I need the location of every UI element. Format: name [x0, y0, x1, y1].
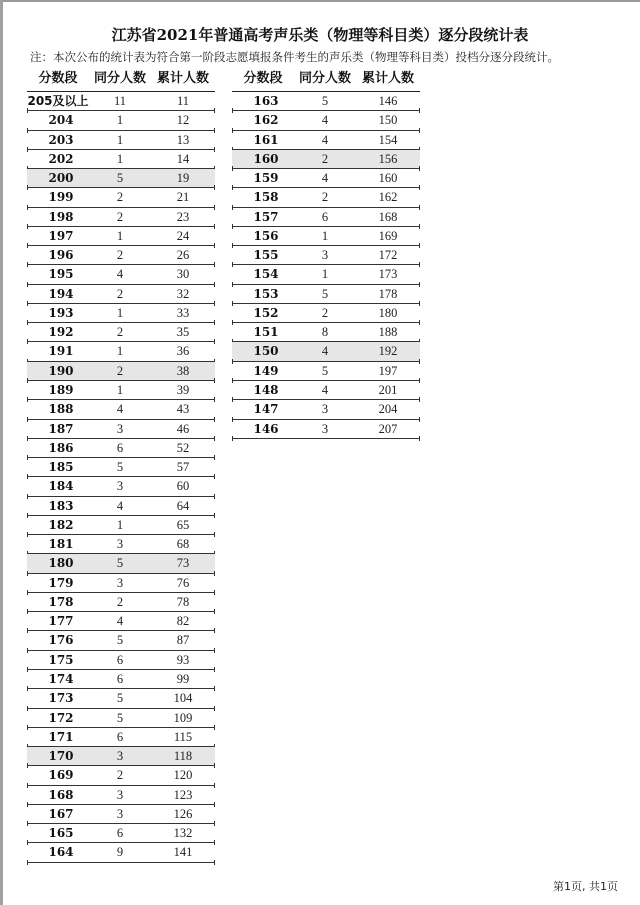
table-row [232, 400, 420, 419]
table-row [27, 747, 215, 766]
score-cell: 179 [48, 575, 74, 590]
cumulative-cell: 65 [176, 517, 190, 532]
table-row [232, 362, 420, 381]
count-cell: 1 [116, 151, 124, 166]
count-cell: 4 [116, 267, 124, 282]
count-cell: 1 [116, 305, 124, 320]
score-cell: 192 [48, 325, 74, 340]
count-cell: 2 [116, 190, 124, 205]
table-row [27, 400, 215, 419]
cumulative-cell: 162 [378, 190, 398, 205]
score-cell: 167 [48, 806, 74, 821]
score-cell: 165 [48, 826, 74, 841]
score-cell: 177 [48, 614, 74, 629]
table-row [27, 362, 215, 381]
score-cell: 169 [48, 768, 74, 783]
cumulative-cell: 120 [173, 768, 193, 783]
cumulative-cell: 87 [176, 633, 190, 648]
cumulative-cell: 26 [176, 248, 190, 263]
score-cell: 162 [253, 113, 279, 128]
count-cell: 1 [116, 344, 124, 359]
score-cell: 204 [48, 113, 74, 128]
table-row [232, 304, 420, 323]
count-cell: 2 [116, 248, 124, 263]
cumulative-cell: 13 [176, 132, 190, 147]
score-cell: 160 [253, 151, 279, 166]
cumulative-cell: 207 [378, 421, 398, 436]
table-row [27, 786, 215, 805]
count-cell: 2 [116, 363, 124, 378]
cumulative-cell: 192 [378, 344, 398, 359]
table-row [232, 420, 420, 439]
count-cell: 5 [116, 556, 124, 571]
cumulative-cell: 169 [378, 228, 398, 243]
page-number: 第1页, 共1页 [553, 880, 618, 893]
table-header [27, 68, 215, 92]
cumulative-cell: 78 [176, 594, 190, 609]
table-row [27, 227, 215, 246]
count-cell: 5 [116, 633, 124, 648]
cumulative-cell: 118 [173, 749, 193, 764]
table-row [27, 497, 215, 516]
count-cell: 3 [116, 749, 124, 764]
cumulative-cell: 93 [176, 652, 190, 667]
count-cell: 2 [116, 768, 124, 783]
score-cell: 161 [253, 132, 279, 147]
count-cell: 1 [116, 132, 124, 147]
score-cell: 202 [48, 151, 74, 166]
score-cell: 174 [48, 671, 74, 686]
table-row [27, 458, 215, 477]
table-row [27, 728, 215, 747]
count-cell: 5 [116, 460, 124, 475]
page-border-left [0, 0, 3, 905]
score-cell: 176 [48, 633, 74, 648]
score-cell: 199 [48, 190, 74, 205]
table-row [27, 651, 215, 670]
cumulative-cell: 38 [176, 363, 190, 378]
cumulative-cell: 30 [176, 267, 190, 282]
score-cell: 173 [48, 691, 74, 706]
count-cell: 6 [321, 209, 329, 224]
score-cell: 156 [253, 228, 279, 243]
cumulative-cell: 168 [378, 209, 398, 224]
score-table-left [27, 68, 215, 863]
table-row [27, 420, 215, 439]
document-title: 江苏省2021年普通高考声乐类（物理等科目类）逐分段统计表 [111, 26, 529, 44]
score-cell: 180 [48, 556, 74, 571]
table-row [232, 246, 420, 265]
count-cell: 6 [116, 729, 124, 744]
score-cell: 153 [253, 286, 279, 301]
count-cell: 3 [116, 575, 124, 590]
score-cell: 186 [48, 440, 74, 455]
count-cell: 2 [116, 286, 124, 301]
cumulative-cell: 126 [173, 806, 193, 821]
table-row [232, 111, 420, 130]
document-note: 注：本次公布的统计表为符合第一阶段志愿填报条件考生的声乐类（物理等科目类）投档分逐分段统计。 [30, 50, 559, 64]
score-cell: 193 [48, 305, 74, 320]
cumulative-cell: 201 [378, 382, 398, 397]
count-cell: 5 [321, 363, 329, 378]
score-cell: 171 [48, 729, 74, 744]
score-cell: 191 [48, 344, 74, 359]
cumulative-cell: 204 [378, 402, 398, 417]
cumulative-cell: 21 [176, 190, 190, 205]
score-cell: 194 [48, 286, 74, 301]
count-cell: 3 [116, 479, 124, 494]
cumulative-cell: 99 [176, 671, 190, 686]
table-row [27, 208, 215, 227]
cumulative-cell: 123 [173, 787, 193, 802]
cumulative-cell: 141 [173, 845, 193, 860]
cumulative-cell: 188 [378, 325, 398, 340]
cumulative-cell: 146 [378, 94, 398, 108]
table-row [27, 689, 215, 708]
table-row [27, 824, 215, 843]
cumulative-cell: 14 [176, 151, 190, 166]
count-cell: 1 [321, 267, 329, 282]
count-cell: 5 [321, 94, 329, 108]
count-cell: 4 [321, 382, 329, 397]
table-row [27, 285, 215, 304]
cumulative-cell: 109 [173, 710, 193, 725]
table-row [27, 150, 215, 169]
count-cell: 4 [321, 113, 329, 128]
table-row [232, 265, 420, 284]
score-cell: 181 [48, 537, 74, 552]
cumulative-cell: 43 [176, 402, 190, 417]
cumulative-cell: 46 [176, 421, 190, 436]
table-row [27, 169, 215, 188]
score-cell: 155 [253, 248, 279, 263]
cumulative-cell: 76 [176, 575, 190, 590]
score-cell: 195 [48, 267, 74, 282]
score-cell: 146 [253, 421, 279, 436]
count-cell: 1 [116, 382, 124, 397]
count-cell: 2 [321, 305, 329, 320]
count-cell: 2 [321, 190, 329, 205]
score-cell: 183 [48, 498, 74, 513]
cumulative-cell: 68 [176, 537, 190, 552]
score-cell: 157 [253, 209, 279, 224]
cumulative-cell: 19 [176, 171, 190, 186]
count-cell: 4 [321, 344, 329, 359]
table-row [27, 709, 215, 728]
count-cell: 1 [116, 517, 124, 532]
score-cell: 147 [253, 402, 279, 417]
table-row [232, 285, 420, 304]
count-cell: 8 [321, 325, 329, 340]
table-row [27, 535, 215, 554]
cumulative-cell: 104 [173, 691, 193, 706]
cumulative-cell: 150 [378, 113, 398, 128]
header-cumulative: 累计人数 [361, 71, 414, 86]
count-cell: 2 [116, 594, 124, 609]
header-count: 同分人数 [93, 71, 146, 86]
score-cell: 164 [48, 845, 74, 860]
table-row [232, 342, 420, 361]
table-row [232, 150, 420, 169]
cumulative-cell: 12 [176, 113, 190, 128]
page-border-top [0, 0, 640, 2]
count-cell: 1 [116, 113, 124, 128]
table-row [27, 131, 215, 150]
score-table-right [232, 68, 420, 439]
count-cell: 5 [321, 286, 329, 301]
table-row [232, 169, 420, 188]
score-cell: 178 [48, 594, 74, 609]
score-cell: 149 [253, 363, 279, 378]
cumulative-cell: 156 [378, 151, 398, 166]
cumulative-cell: 154 [378, 132, 398, 147]
cumulative-cell: 73 [176, 556, 190, 571]
cumulative-cell: 60 [176, 479, 190, 494]
score-cell: 151 [253, 325, 279, 340]
table-row [27, 304, 215, 323]
cumulative-cell: 52 [176, 440, 190, 455]
count-cell: 3 [116, 421, 124, 436]
count-cell: 6 [116, 671, 124, 686]
table-body [232, 92, 420, 439]
score-cell: 159 [253, 171, 279, 186]
table-row [27, 381, 215, 400]
cumulative-cell: 160 [378, 171, 398, 186]
count-cell: 3 [116, 806, 124, 821]
table-row [27, 246, 215, 265]
count-cell: 3 [321, 248, 329, 263]
table-row [27, 342, 215, 361]
score-cell: 203 [48, 132, 74, 147]
header-score: 分数段 [38, 71, 78, 86]
count-cell: 6 [116, 440, 124, 455]
count-cell: 2 [321, 151, 329, 166]
table-header [232, 68, 420, 92]
cumulative-cell: 35 [176, 325, 190, 340]
table-row [27, 670, 215, 689]
cumulative-cell: 82 [176, 614, 190, 629]
header-count: 同分人数 [298, 71, 351, 86]
score-cell: 170 [48, 749, 74, 764]
count-cell: 4 [321, 132, 329, 147]
score-cell: 172 [48, 710, 74, 725]
count-cell: 5 [116, 710, 124, 725]
table-row [232, 323, 420, 342]
table-row [27, 188, 215, 207]
score-cell: 189 [48, 382, 74, 397]
table-row [27, 516, 215, 535]
score-cell: 198 [48, 209, 74, 224]
cumulative-cell: 132 [173, 826, 193, 841]
header-cumulative: 累计人数 [156, 71, 209, 86]
score-cell: 188 [48, 402, 74, 417]
count-cell: 11 [113, 94, 127, 108]
cumulative-cell: 180 [378, 305, 398, 320]
count-cell: 4 [116, 614, 124, 629]
count-cell: 4 [321, 171, 329, 186]
table-row [232, 227, 420, 246]
score-cell: 175 [48, 652, 74, 667]
score-cell: 154 [253, 267, 279, 282]
table-row [232, 208, 420, 227]
cumulative-cell: 11 [176, 94, 190, 108]
score-cell: 152 [253, 305, 279, 320]
cumulative-cell: 173 [378, 267, 398, 282]
count-cell: 4 [116, 402, 124, 417]
cumulative-cell: 36 [176, 344, 190, 359]
score-cell: 158 [253, 190, 279, 205]
count-cell: 3 [321, 402, 329, 417]
score-cell: 182 [48, 517, 74, 532]
cumulative-cell: 23 [176, 209, 190, 224]
count-cell: 6 [116, 652, 124, 667]
score-cell: 184 [48, 479, 74, 494]
table-row [27, 843, 215, 862]
table-row [27, 111, 215, 130]
table-row [27, 574, 215, 593]
score-cell: 200 [48, 171, 74, 186]
score-cell: 187 [48, 421, 74, 436]
score-cell: 185 [48, 460, 74, 475]
cumulative-cell: 57 [176, 460, 190, 475]
count-cell: 1 [321, 228, 329, 243]
count-cell: 1 [116, 228, 124, 243]
table-row [27, 439, 215, 458]
cumulative-cell: 178 [378, 286, 398, 301]
count-cell: 4 [116, 498, 124, 513]
score-cell: 190 [48, 363, 74, 378]
table-row [232, 92, 420, 111]
table-row [27, 593, 215, 612]
count-cell: 2 [116, 325, 124, 340]
table-row [27, 631, 215, 650]
count-cell: 3 [116, 787, 124, 802]
score-cell: 196 [48, 248, 74, 263]
table-row [232, 131, 420, 150]
count-cell: 2 [116, 209, 124, 224]
score-cell: 168 [48, 787, 74, 802]
table-row [232, 188, 420, 207]
table-row [232, 381, 420, 400]
header-score: 分数段 [243, 71, 283, 86]
table-row [27, 323, 215, 342]
table-row [27, 554, 215, 573]
cumulative-cell: 32 [176, 286, 190, 301]
count-cell: 3 [116, 537, 124, 552]
cumulative-cell: 39 [176, 382, 190, 397]
cumulative-cell: 172 [378, 248, 398, 263]
table-body [27, 92, 215, 863]
cumulative-cell: 197 [378, 363, 398, 378]
score-cell: 148 [253, 382, 279, 397]
count-cell: 6 [116, 826, 124, 841]
count-cell: 5 [116, 691, 124, 706]
count-cell: 5 [116, 171, 124, 186]
table-row [27, 805, 215, 824]
cumulative-cell: 33 [176, 305, 190, 320]
score-cell: 150 [253, 344, 279, 359]
score-cell: 205及以上 [27, 94, 89, 108]
score-cell: 197 [48, 228, 74, 243]
cumulative-cell: 64 [176, 498, 190, 513]
table-row [27, 265, 215, 284]
score-cell: 163 [253, 94, 279, 108]
count-cell: 9 [116, 845, 124, 860]
table-row [27, 766, 215, 785]
count-cell: 3 [321, 421, 329, 436]
table-row [27, 92, 215, 111]
cumulative-cell: 115 [173, 729, 193, 744]
table-row [27, 477, 215, 496]
cumulative-cell: 24 [176, 228, 190, 243]
table-row [27, 612, 215, 631]
